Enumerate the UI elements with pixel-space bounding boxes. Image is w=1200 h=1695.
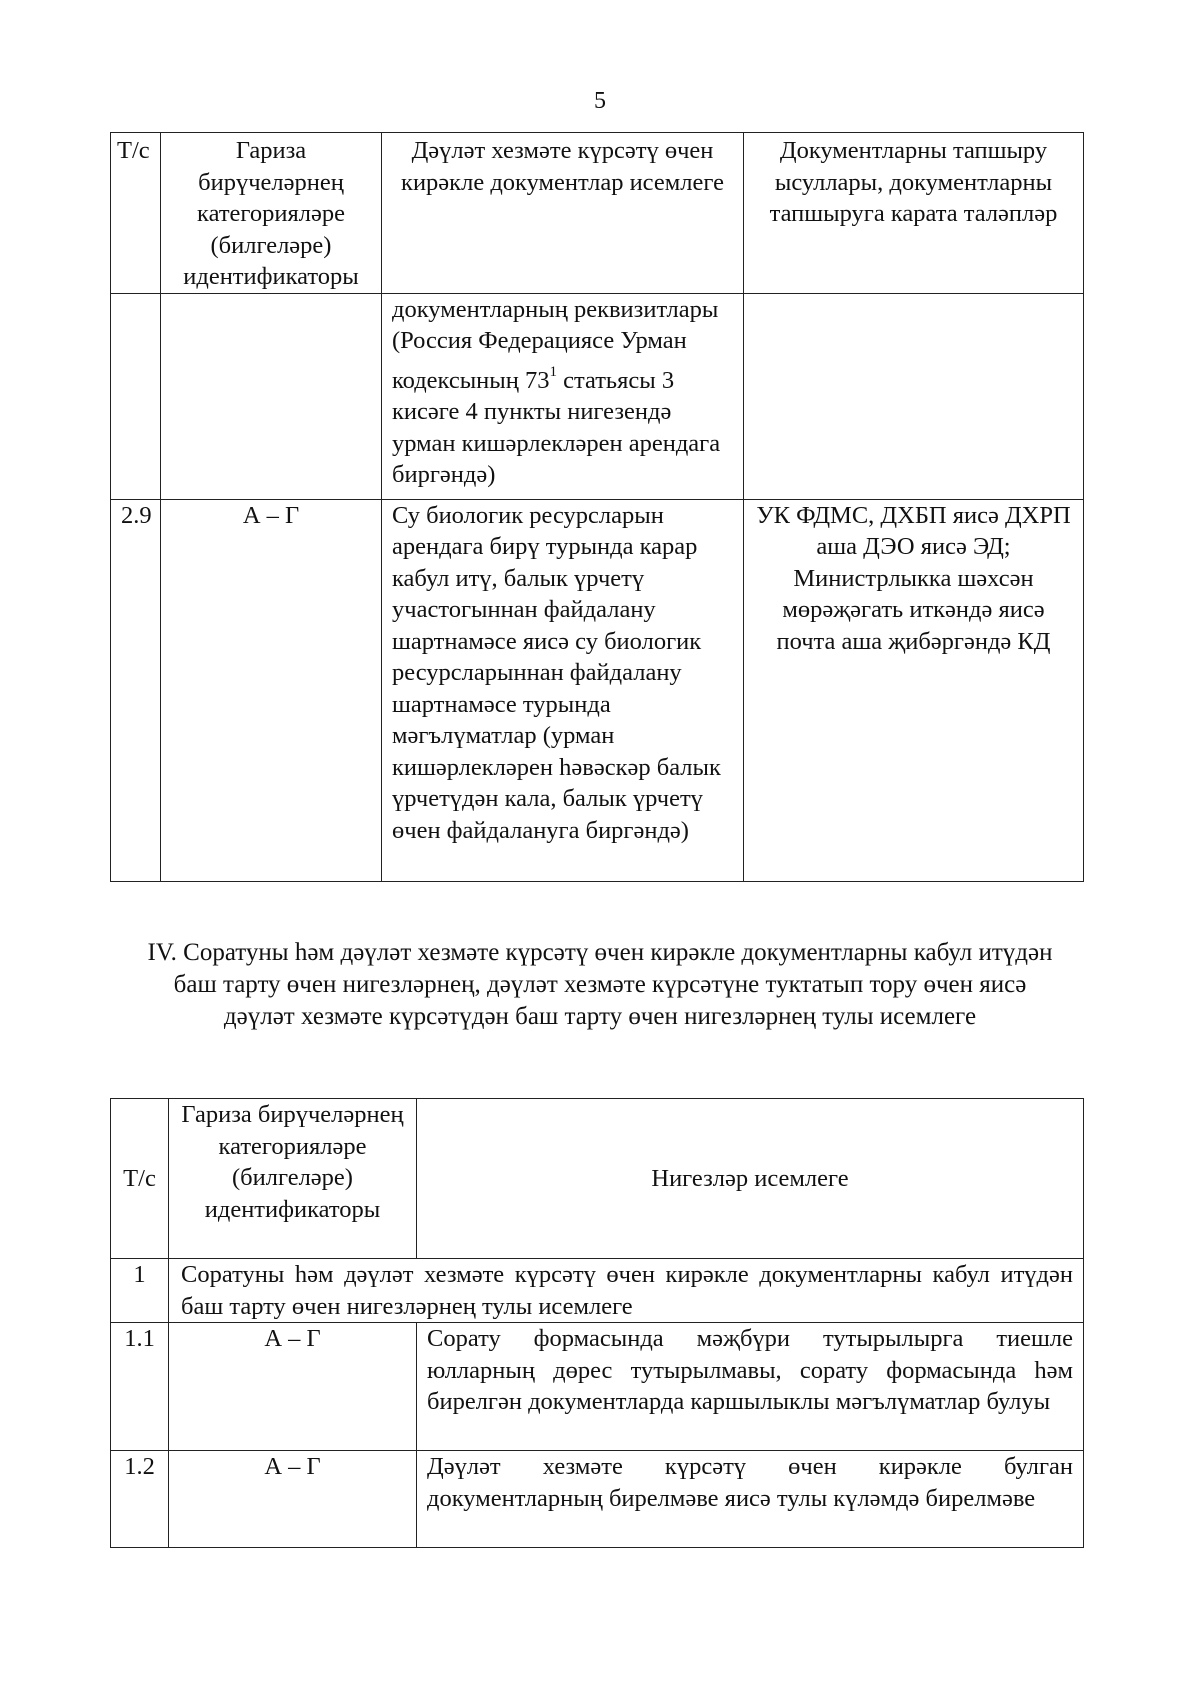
header-category: Гариза бирүчеләрнең категорияләре (билгеләре) идентификаторы (161, 133, 382, 294)
table-row (111, 499, 1084, 881)
row-methods: УК ФДМС, ДХБП яисә ДХРП аша ДЭО яисә ЭД; Министрлыкка шәхсән мөрәҗәгать иткәндә яисә почта аша җибәргәндә КД (744, 499, 1084, 881)
header-methods: Документларны тапшыру ысуллары, документларны тапшыруга карата таләпләр (744, 133, 1084, 294)
row-documents (382, 293, 744, 499)
row-category: А – Г (161, 499, 382, 881)
header-number: Т/с (111, 1099, 169, 1259)
row-category: А – Г (169, 1451, 417, 1548)
table-row (111, 293, 1084, 499)
row-number (111, 293, 161, 499)
row-methods (744, 293, 1084, 499)
table-group-row (111, 1259, 1084, 1323)
grounds-table (110, 1098, 1084, 1548)
row-documents-text-after: статьясы 3 кисәге 4 пункты нигезендә урман кишәрлекләрен арендага биргәндә) (392, 366, 721, 488)
row-number: 2.9 (111, 499, 161, 881)
table-row (111, 1323, 1084, 1451)
section-heading: IV. Соратуны һәм дәүләт хезмәте күрсәтү өчен кирәкле документларны кабул итүдән баш тарту өчен нигезләрнең, дәүләт хезмәте күрсәтүне туктатып тору өчен яисә дәүләт хезмәте күрсәтүдән баш тарту өчен нигезләрнең тулы исемлеге (147, 939, 1053, 1030)
documents-table (110, 132, 1084, 882)
group-number: 1 (111, 1259, 169, 1323)
row-documents: Су биологик ресурсларын арендага бирү турында карар кабул итү, балык үрчетү участогыннан файдалану шартнамәсе яисә су биологик ресурсларыннан файдалану шартнамәсе турында мәгълүматлар (урман кишәрлекләрен һәвәскәр балык үрчетүдән кала, балык үрчетү өчен файдалануга биргәндә) (382, 499, 744, 881)
row-documents-text-before: документларның реквизитлары (Россия Федерациясе Урман кодексының 73 (392, 295, 719, 394)
header-number: Т/с (111, 133, 161, 294)
row-category (161, 293, 382, 499)
page-number: 5 (594, 88, 606, 114)
table-header-row (111, 1099, 1084, 1259)
row-number: 1.2 (111, 1451, 169, 1548)
row-grounds: Сорату формасында мәҗбүри тутырылырга тиешле юлларның дөрес тутырылмавы, сорату формасында һәм бирелгән документларда каршылыклы мәгълүматлар булуы (417, 1323, 1084, 1451)
row-number: 1.1 (111, 1323, 169, 1451)
row-category: А – Г (169, 1323, 417, 1451)
table-row (111, 1451, 1084, 1548)
row-documents-superscript: 1 (549, 363, 557, 380)
row-grounds: Дәүләт хезмәте күрсәтү өчен кирәкле булган документларның бирелмәве яисә тулы күләмдә бирелмәве (417, 1451, 1084, 1548)
header-category: Гариза бирүчеләрнең категорияләре (билгеләре) идентификаторы (169, 1099, 417, 1259)
group-text: Соратуны һәм дәүләт хезмәте күрсәтү өчен кирәкле документларны кабул итүдән баш тарту өчен нигезләрнең тулы исемлеге (169, 1259, 1084, 1323)
header-grounds: Нигезләр исемлеге (417, 1099, 1084, 1259)
header-documents: Дәүләт хезмәте күрсәтү өчен кирәкле документлар исемлеге (382, 133, 744, 294)
table-header-row (111, 133, 1084, 294)
